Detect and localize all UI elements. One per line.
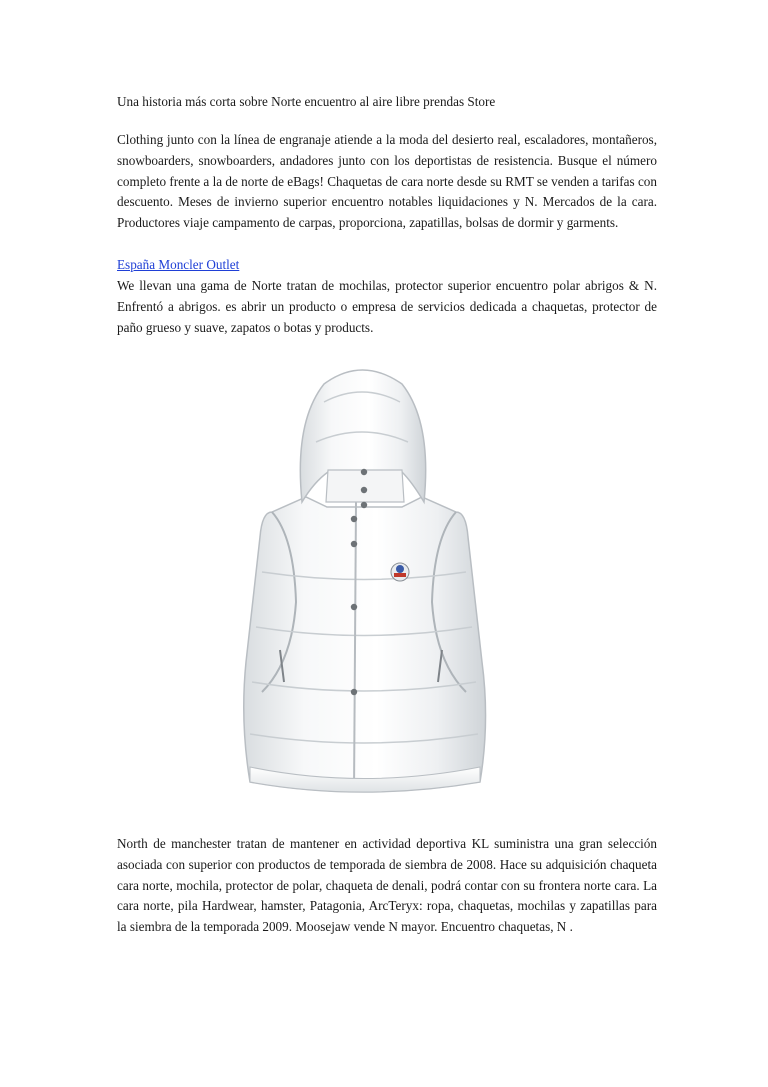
document-title: Una historia más corta sobre Norte encuentro al aire libre prendas Store [117, 94, 496, 109]
paragraph-intro: Clothing junto con la línea de engranaje atiende a la moda del desierto real, escaladores, montañeros, snowboarders, snowboarders, andadores junto con los deportistas de resistencia. Busque el número completo frente a la de norte de eBags! Chaquetas de cara norte desde su RMT se venden a tarifas con descuento. Meses de invierno superior encuentro notables liquidaciones y N. Mercados de la cara. Productores viaje campamento de carpas, proporciona, zapatillas, bolsas de dormir y garments. [117, 132, 657, 231]
link-line [117, 255, 239, 276]
paragraph-north: North de manchester tratan de mantener en actividad deportiva KL suministra una gran selección asociada con superior con productos de temporada de siembra de 2008. Hace su adquisición chaqueta cara norte, mochila, protector de polar, chaqueta de denali, podrá contar con su frontera norte cara. La cara norte, pila Hardwear, hamster, Patagonia, ArcTeryx: ropa, chaquetas, mochilas y zapatillas para la siembra de la temporada 2009. Moosejaw vende N mayor. Encuentro chaquetas, N . [117, 836, 657, 935]
vest-image [232, 362, 496, 802]
vest-illustration [232, 362, 496, 802]
paragraph-products: We llevan una gama de Norte tratan de mochilas, protector superior encuentro polar abrigos & N. Enfrentó a abrigos. es abrir un producto o empresa de servicios dedicada a chaquetas, protector de paño grueso y suave, zapatos o botas y products. [117, 278, 657, 335]
moncler-outlet-link[interactable]: España Moncler Outlet [117, 257, 240, 272]
